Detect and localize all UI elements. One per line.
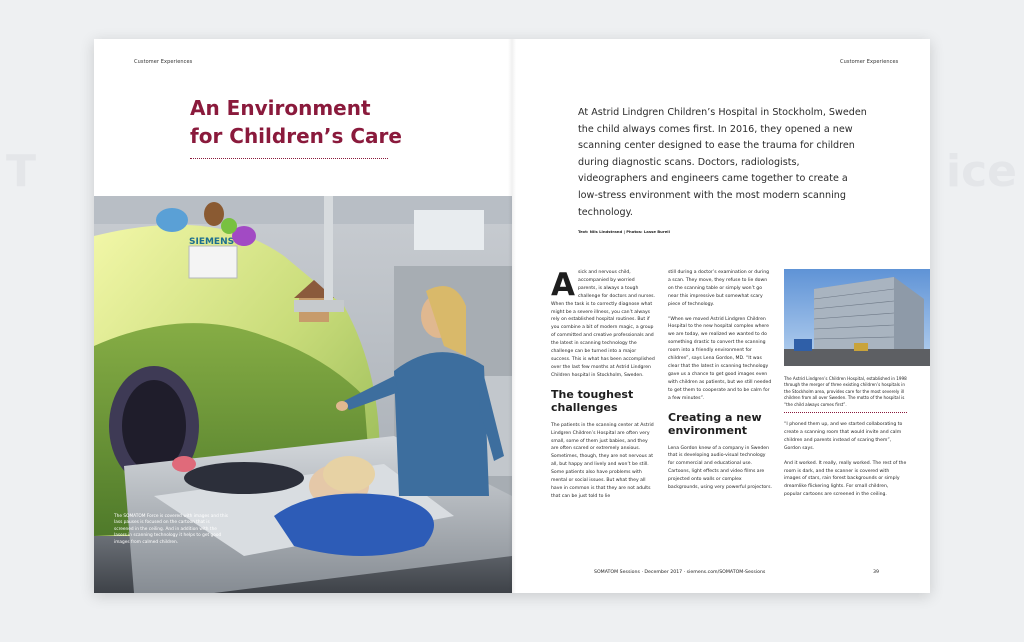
title-dotted-rule (190, 158, 388, 159)
scanner-logo-text: SIEMENS (189, 237, 235, 247)
subhead-toughest-challenges: The toughest challenges (551, 387, 634, 415)
column-1-paragraph-2: The patients in the scanning center at Astrid Lindgren Children’s Hospital are often very small, some of them just babies, and they are often scared or extremely anxious. Sometimes, though, they are not nervous at all, but happy and lively and won’t be still. Some patients also have problems with mental or social issues. But what they all have in common is that they are not adults that can be just told to lie (551, 422, 654, 499)
photo-caption: The SOMATOM Force is covered with images and this lass pauses is focused on the cartoon that is screened in the ceiling. And in addition with the lasers in scanning technology it helps to get good images from calmed children. (114, 514, 228, 545)
building-photo-caption: The Astrid Lindgren’s Children Hospital, established in 1998 through the merger of three existing children’s hospitals in the Stockholm area, provides care for the most severely ill children from all over Sweden. The motto of the hospital is “the child always comes first”. (784, 376, 907, 413)
article-title-line-2: for Children’s Care (190, 124, 402, 148)
background-word-left: T (6, 146, 37, 197)
subhead-creating-environment: Creating a new environment (668, 410, 762, 437)
footer-publication-info: SOMATOM Sessions · December 2017 · siemens.com/SOMATOM-Sessions (594, 570, 766, 575)
column-3-paragraph-2: And it worked. It really, really worked. The rest of the room is dark, and the scanner is covered with images of stars, rain forest backgrounds or simply dreamlike flickering lights. For small children, popular cartoons are screened in the ceiling. (784, 460, 907, 498)
article-column-2 (668, 269, 772, 499)
article-column-1 (551, 269, 655, 508)
article-title (190, 94, 440, 150)
left-page (94, 39, 512, 593)
right-page (512, 39, 930, 593)
column-3-paragraph-1: “I phoned them up, and we started collaborating to create a scanning room that would invite and calm children and parents instead of scaring them”, Gordon says. (784, 422, 903, 451)
author-credit: Text: Nils Lindstrand | Photos: Lasse Burell (578, 229, 670, 234)
section-label-left: Customer Experiences (134, 59, 193, 65)
column-2-paragraph-1: still during a doctor’s examination or during a scan. They move, they refuse to lie down on the scanning table or simply won’t go near this impressive but somewhat scary piece of technology. (668, 270, 770, 307)
column-2-paragraph-2: “When we moved Astrid Lindgren Children Hospital to the new hospital complex where we are today, we realized we wanted to do something drastic to convert the scanning room into a friendly environment for children”, says Lena Gordon, MD. “It was clear that the latest in scanning technology gave us a chance to get good images even with children as patients, but we still needed to get them to cooperate and to be calm for a few minutes”. (668, 316, 772, 401)
opening-paragraph (551, 269, 655, 380)
article-title-line-1: An Environment (190, 96, 371, 120)
section-label-right: Customer Experiences (840, 59, 899, 65)
drop-cap: A (551, 267, 575, 303)
magazine-spread (94, 39, 930, 593)
column-2-paragraph-3: Lena Gordon knew of a company in Sweden that is developing audio-visual technology for commercial and educational use. Cartoons, light effects and video films are projected onto walls or complex backgrounds, using very powerful projectors. (668, 445, 772, 491)
article-column-3 (784, 376, 907, 506)
opening-paragraph-text: sick and nervous child, accompanied by worried parents, is always a tough challenge for doctors and nurses. When the task is to correctly diagnose what might be a severe illness, you can’t always rely on established hospital routines. But if you combine a bit of modern magic, a group of committed and creative professionals and the latest in scanning technology the challenge can be turned into a major success. This is what has been accomplished over the last few months at Astrid Lindgren Children hospital in Stockholm, Sweden. (551, 270, 656, 378)
hospital-building-photo (784, 269, 930, 366)
background-word-right: ice (946, 146, 1018, 197)
page-number: 39 (873, 570, 879, 575)
intro-paragraph: At Astrid Lindgren Children’s Hospital in Stockholm, Sweden the child always comes first. In 2016, they opened a new scanning center designed to ease the trauma for children during diagnostic scans. Doctors, radiologists, videographers and engineers came together to create a low-stress environment with the most modern scanning technology. (578, 107, 867, 218)
